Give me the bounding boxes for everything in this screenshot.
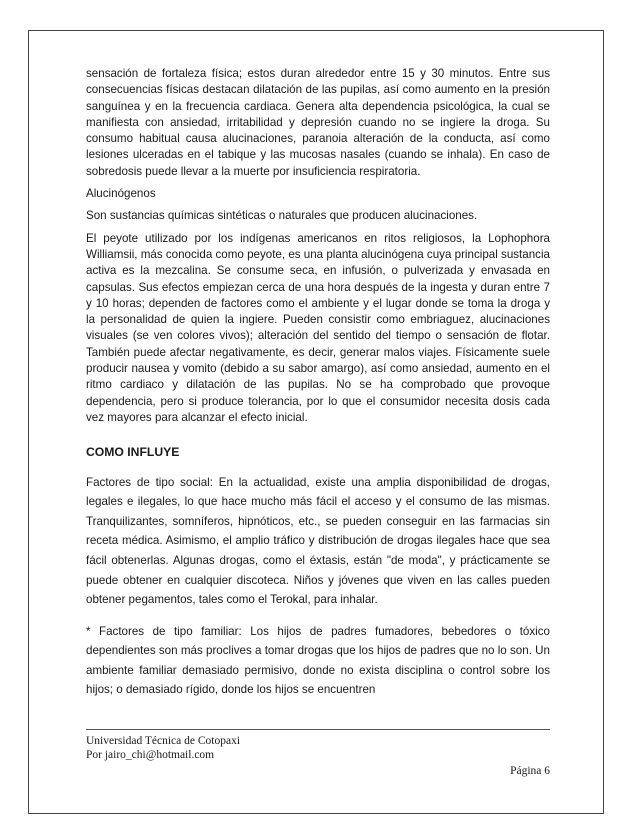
- footer-divider: [86, 729, 550, 730]
- section-heading-como-influye: COMO INFLUYE: [86, 445, 180, 460]
- paragraph-family-factors: * Factores de tipo familiar: Los hijos de padres fumadores, bebedores o tóxico dependientes son más proclives a tomar drogas que los hijos de padres que no lo son. Un ambiente familiar demasiado permisivo, donde no exista disciplina o control sobre los hijos; o demasiado rígido, donde los hijos se encuentren: [86, 624, 550, 697]
- document-body: [86, 66, 550, 700]
- page-number: Página 6: [510, 765, 550, 777]
- page-footer: [86, 734, 550, 778]
- subheading-hallucinogens: Alucinógenos: [86, 187, 156, 201]
- paragraph-cocaine-effects: sensación de fortaleza física; estos duran alrededor entre 15 y 30 minutos. Entre sus consecuencias físicas destacan dilatación de las pupilas, así como aumento en la presión sanguínea y en la frecuencia cardiaca. Genera alta dependencia psicológica, la cual se manifiesta con ansiedad, irritabilidad y depresión cuando no se ingiere la droga. Su consumo habitual causa alucinaciones, paranoia alteración de la conducta, así como lesiones ulceradas en el tabique y las mucosas nasales (cuando se inhala). En caso de sobredosis puede llevar a la muerte por insuficiencia respiratoria.: [86, 67, 550, 178]
- footer-institution: Universidad Técnica de Cotopaxi: [86, 735, 241, 747]
- paragraph-hallucinogens-definition: Son sustancias químicas sintéticas o naturales que producen alucinaciones.: [86, 209, 478, 223]
- paragraph-peyote: El peyote utilizado por los indígenas americanos en ritos religiosos, la Lophophora Williamsii, más conocida como peyote, es una planta alucinógena cuya principal sustancia activa es la mezcalina. Se consume seca, en infusión, o pulverizada y envasada en capsulas. Sus efectos empiezan cerca de una hora después de la ingesta y duran entre 7 y 10 horas; dependen de factores como el ambiente y el lugar donde se toma la droga y la personalidad de quien la ingiere. Pueden consistir como embriaguez, alucinaciones visuales (se ven colores vivos); alteración del sentido del tiempo o sensación de flotar. También puede afectar negativamente, es decir, generar malos viajes. Físicamente suele producir nausea y vomito (debido a su sabor amargo), así como ansiedad, aumento en el ritmo cardiaco y dilatación de las pupilas. No se ha comprobado que provoque dependencia, pero si produce tolerancia, por lo que el consumidor necesita dosis cada vez mayores para alcanzar el efecto inicial.: [86, 231, 550, 424]
- paragraph-social-factors: Factores de tipo social: En la actualidad, existe una amplia disponibilidad de drogas, legales e ilegales, lo que hace mucho más fácil el acceso y el consumo de las mismas. Tranquilizantes, somníferos, hipnóticos, etc., se pueden conseguir en las farmacias sin receta médica. Asimismo, el amplio tráfico y distribución de drogas ilegales hace que sea fácil obtenerlas. Algunas drogas, como el éxtasis, están "de moda", y prácticamente se puede obtener en cualquier discoteca. Niños y jóvenes que viven en las calles pueden obtener pegamentos, tales como el Terokal, para inhalar.: [86, 475, 550, 607]
- footer-author-email: Por jairo_chi@hotmail.com: [86, 749, 215, 761]
